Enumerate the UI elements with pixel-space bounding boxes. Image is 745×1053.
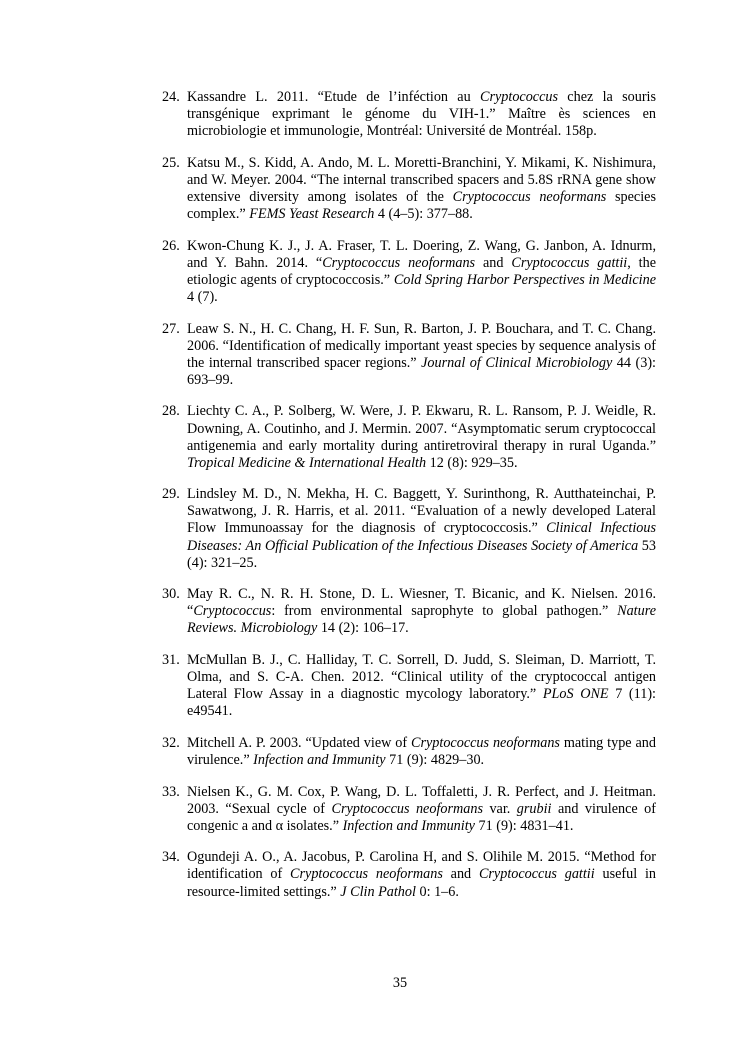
reference-text: [187, 155, 656, 222]
reference-italic-segment: grubii: [516, 800, 552, 817]
reference-item: [162, 849, 656, 900]
reference-segment: chez la souris transgénique exprimant le génome du VIH-1.” Maître ès sciences en microbiologie et immunologie, Montréal: Université de Montréal. 158p.: [187, 89, 657, 140]
reference-item: [162, 321, 656, 389]
reference-segment: McMullan B. J., C. Halliday, T. C. Sorrell, D. Judd, S. Sleiman, D. Marriott, T. Olma, and S. C-A. Chen. 2012. “Clinical utility of the cryptococcal antigen Lateral Flow Assay in a diagnostic mycology laboratory.”: [187, 652, 656, 703]
reference-item: [162, 652, 656, 720]
reference-italic-segment: Cryptococcus gattii: [478, 866, 595, 883]
reference-text: [187, 849, 656, 899]
reference-segment: Liechty C. A., P. Solberg, W. Were, J. P. Ekwaru, R. L. Ransom, P. J. Weidle, R. Downing, A. Coutinho, and J. Mermin. 2007. “Asymptomatic serum cryptococcal antigenemia and early mortality during antiretroviral therapy in rural Uganda.”: [187, 403, 656, 454]
reference-item: [162, 784, 656, 835]
reference-italic-segment: FEMS Yeast Research: [249, 206, 375, 223]
reference-text: [187, 586, 656, 636]
reference-text: [187, 784, 656, 834]
reference-italic-segment: Infection and Immunity: [342, 817, 475, 834]
reference-item: [162, 238, 656, 306]
reference-italic-segment: PLoS ONE: [542, 686, 609, 703]
reference-italic-segment: Cold Spring Harbor Perspectives in Medicine: [393, 271, 657, 288]
reference-segment: 12 (8): 929–35.: [426, 454, 518, 471]
reference-segment: Lindsley M. D., N. Mekha, H. C. Baggett, Y. Surinthong, R. Autthateinchai, P. Sawatwong, J. R. Harris, et al. 2011. “Evaluation of a newly developed Lateral Flow Immunoassay for the diagnosis of cryptococcosis.”: [187, 486, 656, 537]
reference-item: [162, 735, 656, 769]
reference-segment: 4 (7).: [187, 288, 218, 305]
reference-italic-segment: Cryptococcus: [193, 603, 272, 620]
reference-list: [162, 89, 656, 915]
reference-segment: 71 (9): 4831–41.: [474, 817, 574, 834]
reference-segment: mating type and virulence.”: [187, 734, 656, 768]
reference-segment: : from environmental saprophyte to global pathogen.”: [271, 603, 618, 620]
reference-segment: , the etiologic agents of cryptococcosis.”: [187, 254, 656, 288]
reference-number: 28.: [162, 403, 180, 420]
reference-segment: Ogundeji A. O., A. Jacobus, P. Carolina H, and S. Olihile M. 2015. “Method for identification of: [187, 849, 656, 883]
reference-segment: and: [475, 254, 512, 271]
reference-text: [187, 735, 656, 768]
reference-italic-segment: J Clin Pathol: [340, 883, 416, 900]
reference-segment: Mitchell A. P. 2003. “Updated view of: [187, 734, 412, 751]
reference-segment: Leaw S. N., H. C. Chang, H. F. Sun, R. Barton, J. P. Bouchara, and T. C. Chang. 2006. “Identification of medically important yeast species by sequence analysis of the internal transcribed spacer regions.”: [187, 320, 656, 371]
reference-number: 30.: [162, 586, 180, 603]
reference-italic-segment: Tropical Medicine & International Health: [187, 454, 427, 471]
reference-text: [187, 321, 656, 388]
reference-italic-segment: Journal of Clinical Microbiology: [421, 354, 613, 371]
reference-item: [162, 89, 656, 140]
reference-segment: Katsu M., S. Kidd, A. Ando, M. L. Moretti-Branchini, Y. Mikami, K. Nishimura, and W. Meyer. 2004. “The internal transcribed spacers and 5.8S rRNA gene show extensive diversity among isolates of the: [187, 154, 656, 205]
reference-segment: and virulence of congenic a and α isolates.”: [187, 800, 656, 834]
reference-italic-segment: Cryptococcus neoformans: [452, 188, 607, 205]
page-number: 35: [392, 975, 408, 991]
reference-segment: 0: 1–6.: [415, 883, 459, 900]
reference-segment: 53 (4): 321–25.: [187, 537, 656, 571]
reference-text: [187, 486, 656, 570]
reference-segment: 44 (3): 693–99.: [187, 354, 656, 388]
reference-italic-segment: Cryptococcus neoformans: [411, 734, 560, 751]
reference-item: [162, 155, 656, 223]
reference-italic-segment: Cryptococcus neoformans: [290, 866, 443, 883]
reference-segment: Nielsen K., G. M. Cox, P. Wang, D. L. Toffaletti, J. R. Perfect, and J. Heitman. 2003. “Sexual cycle of: [187, 783, 656, 817]
reference-text: [187, 403, 656, 470]
reference-segment: Kassandre L. 2011. “Etude de l’inféction au: [187, 89, 480, 105]
reference-item: [162, 586, 656, 637]
reference-italic-segment: Clinical Infectious Diseases: An Official Publication of the Infectious Diseases Society of America: [187, 520, 656, 554]
reference-italic-segment: Cryptococcus neoformans: [331, 800, 483, 817]
reference-segment: 7 (11): e49541.: [187, 686, 656, 720]
reference-italic-segment: Cryptococcus neoformans: [322, 254, 476, 271]
reference-number: 29.: [162, 486, 180, 503]
reference-item: [162, 403, 656, 471]
reference-number: 25.: [162, 154, 180, 171]
reference-italic-segment: Nature Reviews. Microbiology: [187, 603, 656, 637]
reference-text: [187, 238, 656, 305]
reference-text: [187, 652, 656, 719]
reference-number: 32.: [162, 734, 180, 751]
reference-number: 31.: [162, 652, 180, 669]
reference-item: [162, 486, 656, 571]
reference-segment: May R. C., N. R. H. Stone, D. L. Wiesner, T. Bicanic, and K. Nielsen. 2016. “: [187, 586, 656, 620]
reference-number: 27.: [162, 320, 180, 337]
reference-italic-segment: Infection and Immunity: [253, 752, 386, 768]
reference-italic-segment: Cryptococcus: [480, 89, 559, 105]
reference-number: 26.: [162, 237, 180, 254]
reference-segment: var.: [482, 800, 517, 817]
reference-segment: and: [442, 866, 479, 883]
reference-segment: useful in resource-limited settings.”: [187, 866, 656, 900]
reference-number: 34.: [162, 849, 180, 866]
reference-segment: 14 (2): 106–17.: [317, 620, 409, 637]
reference-number: 33.: [162, 783, 180, 800]
reference-segment: 4 (4–5): 377–88.: [374, 206, 473, 223]
reference-segment: 71 (9): 4829–30.: [385, 752, 485, 768]
reference-number: 24.: [162, 89, 180, 105]
reference-text: [187, 89, 656, 139]
reference-italic-segment: Cryptococcus gattii: [511, 254, 628, 271]
reference-segment: Kwon-Chung K. J., J. A. Fraser, T. L. Doering, Z. Wang, G. Janbon, A. Idnurm, and Y. Bahn. 2014. “: [187, 237, 656, 271]
reference-segment: species complex.”: [187, 188, 656, 223]
